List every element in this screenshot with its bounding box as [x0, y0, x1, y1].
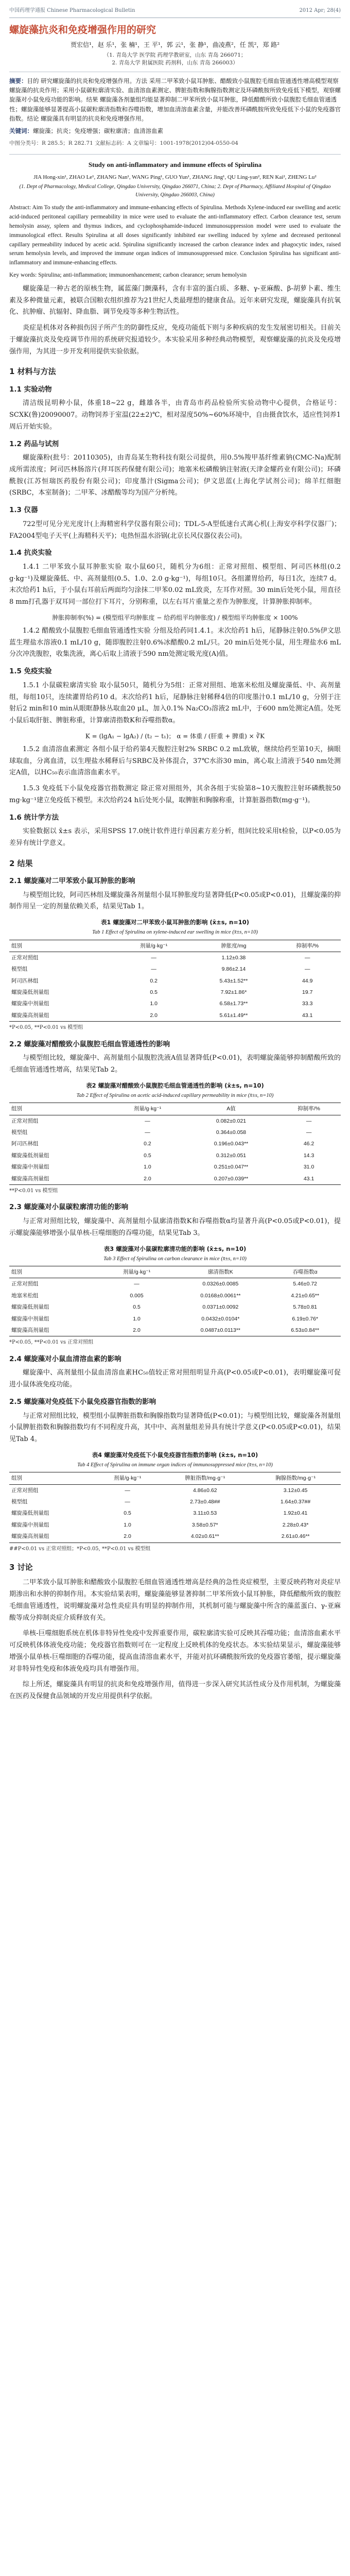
- table-cell: 2.0: [144, 1175, 151, 1182]
- table-header-cell: A值: [226, 1106, 236, 1112]
- subsection-heading: 2.4 螺旋藻对小鼠血清溶血素的影响: [9, 1354, 121, 1363]
- subsection-heading: 2.5 螺旋藻对免疫低下小鼠免疫器官指数的影响: [9, 1397, 156, 1406]
- data-table: [9, 917, 341, 1032]
- table-cell: 模型组: [11, 1129, 28, 1136]
- table-cell: 螺旋藻高剂量组: [11, 1012, 49, 1019]
- table-cell: 0.5: [150, 989, 157, 996]
- table-row: [9, 1301, 341, 1313]
- table-grid: [9, 940, 341, 1022]
- table-cell: 螺旋藻低剂量组: [11, 1304, 49, 1311]
- body-paragraph: 1.5.3 免疫低下小鼠免疫器官指数测定 除正常对照组外，其余各组于实验第8~10天腹腔注射环磷酰胺50 mg·kg⁻¹建立免疫低下模型。末次给药24 h后处死小鼠，取脾脏和胸腺称重，计算脏器指数(mg·g⁻¹)。: [9, 785, 341, 804]
- table-cell: 6.58±1.73**: [219, 1001, 248, 1007]
- table-caption: 表1 螺旋藻对二甲苯致小鼠耳肿胀的影响 (x̄±s, n=10): [100, 919, 250, 926]
- table-header-cell: 剂量/g·kg⁻¹: [133, 1106, 162, 1112]
- table-cell: 螺旋藻中剂量组: [11, 1001, 49, 1007]
- table-cell: 3.11±0.53: [193, 1510, 217, 1517]
- subsection-heading: 1.6 统计学方法: [9, 813, 59, 822]
- keywords-cn: [9, 126, 341, 135]
- table-cell: 2.61±0.46**: [281, 1533, 310, 1540]
- table-cell: 7.92±1.86*: [220, 989, 247, 996]
- table-cell: 0.0326±0.0085: [202, 1281, 239, 1287]
- table-cell: 正常对照组: [11, 1117, 39, 1124]
- table-row: [9, 1313, 341, 1325]
- table-cell: 1.0: [144, 1164, 151, 1171]
- table-caption: 表3 螺旋藻对小鼠碳粒廓清功能的影响 (x̄±s, n=10): [103, 1245, 247, 1252]
- table-header-cell: 组别: [11, 1269, 22, 1276]
- table-cell: 螺旋藻中剂量组: [11, 1521, 49, 1528]
- table-cell: 6.53±0.84**: [291, 1327, 320, 1333]
- table-row: [9, 1496, 341, 1507]
- table-cell: —: [145, 1129, 150, 1136]
- abstract-cn: [9, 72, 341, 155]
- table-header-row: [9, 1103, 341, 1115]
- body-paragraph: 螺旋藻中、高剂量组小鼠血清溶血素HC₅₀值较正常对照组明显升高(P<0.05或P<0.01)，表明螺旋藻可促进小鼠体液免疫功能。: [9, 1369, 341, 1389]
- table-row: [9, 1127, 341, 1138]
- table-cell: 9.86±2.14: [221, 966, 246, 973]
- table-row: [9, 1325, 341, 1336]
- subsection-heading: 1.3 仪器: [9, 506, 38, 515]
- table-cell: 0.2: [144, 1141, 151, 1147]
- table-cell: 正常对照组: [11, 1487, 39, 1494]
- abstract-cn-text: [9, 76, 341, 124]
- table-cell: 4.21±0.65**: [291, 1292, 320, 1299]
- table-cell: 14.3: [303, 1152, 314, 1159]
- table-cell: 2.0: [133, 1327, 141, 1333]
- english-abstract: [9, 160, 341, 280]
- subsection-heading: 2.1 螺旋藻对二甲苯致小鼠耳肿胀的影响: [9, 876, 135, 885]
- table-cell: 6.19±0.76*: [292, 1315, 319, 1322]
- table-cell: —: [125, 1499, 130, 1505]
- discussion-paragraph: 单核-巨噬细胞系统在机体非特异性免疫中发挥重要作用，碳粒廓清实验可反映其吞噬功能；血清溶血素水平可反映机体体液免疫功能；免疫器官指数则可在一定程度上反映机体的免疫状态。本实验结果显示，螺旋藻能够增强小鼠单核-巨噬细胞的吞噬功能，提高血清溶血素水平，并能对抗环磷酰胺所致的免疫器官萎缩，提示螺旋藻对非特异性免疫和体液免疫均具有增强作用。: [9, 1630, 341, 1673]
- english-affiliation: (1. Dept of Pharmacology, Medical College, Qingdao University, Qingdao 266071, China; 2. Dept of Pharmacy, Affiliated Hospital of Qingdao University, Qingdao 266003, China): [19, 183, 331, 198]
- table-note: *P<0.05, **P<0.01 vs 正常对照组: [9, 1340, 94, 1346]
- table-header-cell: 吞噬指数α: [292, 1269, 318, 1276]
- table-cell: 19.7: [302, 989, 313, 996]
- table-cell: 阿司匹林组: [11, 977, 39, 984]
- table-caption: 表4 螺旋藻对免疫低下小鼠免疫器官指数的影响 (x̄±s, n=10): [92, 1451, 258, 1459]
- table-note: *P<0.05, **P<0.01 vs 模型组: [9, 1025, 83, 1031]
- table-cell: 正常对照组: [11, 954, 39, 961]
- table-cell: 0.0432±0.0104*: [201, 1315, 240, 1322]
- body-paragraph: 722型可见分光光度计(上海精密科学仪器有限公司)；TDL-5-A型低速台式离心机(上海安亭科学仪器厂)；FA2004型电子天平(上海精科天平)；电热恒温水浴锅(北京长风仪器仪表公司)。: [9, 520, 341, 540]
- table-cell: 0.082±0.021: [216, 1117, 247, 1124]
- table-cell: 4.86±0.62: [192, 1487, 217, 1494]
- data-table: [9, 1244, 341, 1347]
- body-paragraph: 与正常对照组比较，螺旋藻中、高剂量组小鼠廓清指数K和吞噬指数α均显著升高(P<0.05或P<0.01)，提示螺旋藻能够增强小鼠单核-巨噬细胞的吞噬功能，结果见Tab 3。: [9, 1217, 341, 1237]
- body-paragraph: 清洁级昆明种小鼠，体重18~22 g，雌雄各半，由青岛市药品检验所实验动物中心提供，合格证号：SCXK(鲁)20090007。动物饲养于室温(22±2)℃，相对湿度50%~60%环境中，自由摄食饮水，适应性饲养1周后开始实验。: [9, 399, 341, 431]
- table-cell: 0.312±0.051: [216, 1152, 247, 1159]
- body-paragraph: 1.4.1 二甲苯致小鼠耳肿胀实验 取小鼠60只，随机分为6组：正常对照组、模型组、阿司匹林组(0.2 g·kg⁻¹)及螺旋藻低、中、高剂量组(0.5、1.0、2.0 g·kg⁻¹)，每组10只。各组灌胃给药，每日1次，连续7 d。末次给药1 h后，于小鼠右耳前后两面均匀涂抹二甲苯0.02 mL致炎，左耳作对照。30 min后处死小鼠，用直径8 mm打孔器于双耳同一部位打下耳片，分别称重，以左右耳片重量之差作为肿胀度，计算肿胀抑制率。: [9, 563, 341, 606]
- table-cell: 2.73±0.48##: [190, 1499, 220, 1505]
- table-header-cell: 组别: [11, 1106, 22, 1112]
- table-header-cell: 胸腺指数/mg·g⁻¹: [275, 1475, 316, 1482]
- table-cell: 33.3: [302, 1001, 313, 1007]
- table-row: [9, 987, 341, 998]
- table-header-row: [9, 1266, 341, 1278]
- table-row: [9, 998, 341, 1009]
- table-cell: —: [151, 966, 156, 973]
- table-row: [9, 1290, 341, 1301]
- affiliations: [9, 52, 341, 67]
- subsection-heading: 1.2 药品与试剂: [9, 439, 59, 448]
- body-paragraph: 螺旋藻粉(批号：20110305)，由青岛某生物科技有限公司提供，用0.5%羧甲基纤维素钠(CMC-Na)配制成所需浓度；阿司匹林肠溶片(拜耳医药保健有限公司)；地塞米松磷酸钠注射液(天津金耀药业有限公司)；环磷酰胺(江苏恒瑞医药股份有限公司)；印度墨汁(Sigma公司)；伊文思蓝(上海化学试剂公司)；绵羊红细胞(SRBC，本室制备)；二甲苯、冰醋酸等均为国产分析纯。: [9, 454, 341, 497]
- english-abstract-text: Abstract: Aim To study the anti-inflammatory and immune-enhancing effects of Spirulina. Methods Xylene-induced ear swelling and acetic acid-induced peritoneal capillary permeability in mice were used to evaluate the anti-inflammatory effect. Carbon clearance test, serum hemolysin assay, spleen and thymus indices, and cyclophosphamide-induced immunosuppression model were used to evaluate the immunological effect. Results Spirulina at all doses significantly inhibited ear swelling induced by xylene and decreased peritoneal capillary permeability induced by acetic acid. Spirulina significantly increased the carbon clearance index and phagocytic index, raised serum hemolysin levels, and improved the immune organ indices of immunosuppressed mice. Conclusion Spirulina has significant anti-inflammatory and immune-enhancing effects.: [9, 205, 341, 266]
- table-row: [9, 1519, 341, 1531]
- table-cell: 44.9: [302, 977, 313, 984]
- table-cell: 5.43±1.52**: [219, 977, 248, 984]
- table-row: [9, 952, 341, 963]
- table-caption-en: Tab 3 Effect of Spirulina on carbon clearance in mice (x̄±s, n=10): [103, 1256, 247, 1262]
- intro-paragraph: 炎症是机体对各种损伤因子所产生的防御性反应，免疫功能低下则与多种疾病的发生发展密切相关。目前关于螺旋藻抗炎及免疫调节作用的系统研究报道较少。本实验采用多种经典动物模型，观察螺旋藻的抗炎及免疫增强作用，为其进一步开发利用提供实验依据。: [9, 324, 341, 355]
- table-cell: 31.0: [303, 1164, 314, 1171]
- table-cell: 0.207±0.039**: [214, 1175, 249, 1182]
- table-cell: 螺旋藻中剂量组: [11, 1315, 49, 1322]
- table-header-cell: 廓清指数K: [207, 1269, 233, 1276]
- table-row: [9, 963, 341, 975]
- table-cell: 3.12±0.45: [283, 1487, 308, 1494]
- discussion-paragraph: 综上所述，螺旋藻具有明显的抗炎和免疫增强作用，值得进一步深入研究其活性成分及作用机制，为螺旋藻在医药及保健食品领域的开发应用提供科学依据。: [9, 1681, 341, 1701]
- table-cell: 地塞米松组: [11, 1292, 39, 1299]
- body-paragraph: 实验数据以 x̄±s 表示，采用SPSS 17.0统计软件进行单因素方差分析，组间比较采用t检验，以P<0.05为差异有统计学意义。: [9, 827, 341, 847]
- keywords-body: 螺旋藻；抗炎；免疫增强；碳粒廓清；血清溶血素: [33, 127, 163, 135]
- table-cell: —: [151, 954, 156, 961]
- body-paragraph: 1.4.2 醋酸致小鼠腹腔毛细血管通透性实验 分组及给药同1.4.1。末次给药1 h后，尾静脉注射0.5%伊文思蓝生理盐水溶液0.1 mL/10 g，随即腹腔注射0.6%冰醋酸0.2 mL/只。20 min后处死小鼠，用生理盐水6 mL分次冲洗腹腔，收集洗液，离心后取上清液于590 nm处测定吸光度(A)值。: [9, 626, 341, 658]
- section-heading: 2 结果: [9, 858, 33, 868]
- subsection-heading: 1.5 免疫实验: [9, 667, 52, 676]
- table-cell: 5.78±0.81: [293, 1304, 318, 1311]
- table-cell: 1.12±0.38: [221, 954, 246, 961]
- table-header-cell: 抑制率/%: [297, 1106, 320, 1112]
- table-cell: 阿司匹林组: [11, 1141, 39, 1147]
- body-paragraph: 与模型组比较，螺旋藻中、高剂量组小鼠腹腔洗液A值显著降低(P<0.01)，表明螺旋藻能够抑制醋酸所致的毛细血管通透性增高，结果见Tab 2。: [9, 1054, 341, 1074]
- table-cell: 1.64±0.37##: [280, 1499, 311, 1505]
- table-cell: 43.1: [302, 1012, 313, 1019]
- table-cell: 43.1: [303, 1175, 314, 1182]
- table-cell: 螺旋藻高剂量组: [11, 1327, 49, 1333]
- table-row: [9, 1531, 341, 1543]
- table-cell: 1.0: [124, 1521, 131, 1528]
- table-header-cell: 组别: [11, 942, 22, 949]
- table-cell: —: [145, 1117, 150, 1124]
- table-cell: 0.5: [133, 1304, 141, 1311]
- table-header-cell: 组别: [11, 1475, 22, 1482]
- table-cell: 2.0: [124, 1533, 131, 1540]
- table-cell: 正常对照组: [11, 1281, 39, 1287]
- paper-title: 螺旋藻抗炎和免疫增强作用的研究: [9, 24, 156, 36]
- table-cell: 5.61±1.49**: [219, 1012, 248, 1019]
- section-heading: 3 讨论: [9, 1563, 33, 1572]
- table-cell: 螺旋藻低剂量组: [11, 989, 49, 996]
- table-cell: 0.2: [150, 977, 157, 984]
- table-cell: 0.5: [144, 1152, 151, 1159]
- table-row: [9, 1138, 341, 1149]
- body-paragraph: 1.5.1 小鼠碳粒廓清实验 取小鼠50只，随机分为5组：正常对照组、地塞米松组及螺旋藻低、中、高剂量组，每组10只，连续灌胃给药10 d。末次给药1 h后，尾静脉注射稀释4倍的印度墨汁0.1 mL/10 g，分别于注射后2 min和10 min从眼眶静脉丛取血20 μL，加入0.1% Na₂CO₃溶液2 mL中，于600 nm处测定A值。处死小鼠后取肝脏、脾脏称重，计算廓清指数K和吞噬指数α。: [9, 681, 341, 725]
- table-cell: —: [306, 1117, 312, 1124]
- body-text: [9, 283, 341, 1703]
- intro-paragraph: 螺旋藻是一种古老的原核生物，属蓝藻门颤藻科，含有丰富的蛋白质、多糖、γ-亚麻酸、β-胡萝卜素、维生素及多种微量元素，被联合国粮农组织推荐为21世纪人类最理想的健康食品。近年来研究发现，螺旋藻具有抗氧化、抗肿瘤、抗辐射、降血脂、调节免疫等多种生物活性。: [9, 284, 341, 316]
- table-cell: 2.28±0.43*: [282, 1521, 309, 1528]
- table-header-cell: 剂量/g·kg⁻¹: [113, 1475, 142, 1482]
- table-caption-en: Tab 4 Effect of Spirulina on immune organ indices of immunosuppressed mice (x̄±s, n=10): [77, 1462, 273, 1468]
- table-cell: 2.0: [150, 1012, 157, 1019]
- english-authors: JIA Hong-xin¹, ZHAO Le¹, ZHANG Nan¹, WANG Ping¹, GUO Yun¹, ZHANG Jing¹, QU Ling-yan², REN Kai², ZHENG Lu²: [33, 174, 317, 180]
- table-cell: 5.46±0.72: [293, 1281, 318, 1287]
- abstract-label: 摘要：: [9, 77, 27, 84]
- table-cell: —: [305, 966, 310, 973]
- table-header-row: [9, 1472, 341, 1484]
- table-header-cell: 脾脏指数/mg·g⁻¹: [185, 1475, 225, 1482]
- table-cell: 螺旋藻高剂量组: [11, 1175, 49, 1182]
- english-title: Study on anti-inflammatory and immune effects of Spirulina: [88, 160, 262, 168]
- table-cell: 0.196±0.043**: [214, 1141, 249, 1147]
- body-paragraph: 1.5.2 血清溶血素测定 各组小鼠于给药第4天腹腔注射2% SRBC 0.2 mL致敏，继续给药至第10天，摘眼球取血，分离血清，以生理盐水稀释后与SRBC及补体混合，37℃水浴30 min，离心取上清液于540 nm处测定A值，以HC₅₀表示血清溶血素水平。: [9, 745, 341, 777]
- table-row: [9, 1484, 341, 1496]
- equation: 肿胀抑制率(%) = (模型组平均肿胀度 − 给药组平均肿胀度) / 模型组平均肿胀度 × 100%: [52, 614, 298, 621]
- subsection-heading: 1.4 抗炎实验: [9, 549, 52, 557]
- table-cell: 1.92±0.41: [283, 1510, 308, 1517]
- table-cell: 螺旋藻低剂量组: [11, 1510, 49, 1517]
- table-cell: 螺旋藻低剂量组: [11, 1152, 49, 1159]
- running-header: [9, 6, 341, 15]
- data-table: [9, 1450, 341, 1553]
- table-cell: 0.0487±0.0113**: [200, 1327, 241, 1333]
- table-cell: 模型组: [11, 1499, 28, 1505]
- abstract-body: 目的 研究螺旋藻的抗炎和免疫增强作用。方法 采用二甲苯致小鼠耳肿胀、醋酸致小鼠腹腔毛细血管通透性增高模型观察螺旋藻的抗炎作用；采用小鼠碳粒廓清实验、血清溶血素测定、脾脏指数和胸腺指数测定及环磷酰胺所致免疫低下模型，观察螺旋藻对小鼠免疫功能的影响。结果 螺旋藻各剂量组均能显著抑制二甲苯所致小鼠耳肿胀，降低醋酸所致小鼠腹腔毛细血管通透性；螺旋藻能够显著提高小鼠碳粒廓清指数和吞噬指数，增加血清溶血素含量，并能改善环磷酰胺所致免疫低下小鼠的免疫器官指数。结论 螺旋藻具有明显的抗炎和免疫增强作用。: [9, 77, 341, 123]
- table-cell: 4.02±0.61**: [190, 1533, 219, 1540]
- table-row: [9, 975, 341, 987]
- discussion-paragraph: 二甲苯致小鼠耳肿胀和醋酸致小鼠腹腔毛细血管通透性增高是经典的急性炎症模型，主要反映药物对炎症早期渗出和水肿的抑制作用。本实验结果表明，螺旋藻能够显著抑制二甲苯所致小鼠耳肿胀，降低醋酸所致的腹腔毛细血管通透性，说明螺旋藻对急性炎症具有明显的抑制作用，其机制可能与螺旋藻中所含的藻蓝蛋白、γ-亚麻酸等成分抑制炎症介质释放有关。: [9, 1579, 341, 1622]
- subsection-heading: 2.2 螺旋藻对醋酸致小鼠腹腔毛细血管通透性的影响: [9, 1040, 170, 1048]
- table-cell: —: [305, 954, 310, 961]
- table-grid: [9, 1266, 341, 1336]
- journal-name: 中国药理学通报 Chinese Pharmacological Bulletin: [9, 8, 135, 13]
- table-caption-en: Tab 2 Effect of Spirulina on acetic acid-induced capillary permeability in mice (x̄±s, n=10): [76, 1092, 274, 1098]
- table-cell: 螺旋藻中剂量组: [11, 1164, 49, 1171]
- table-cell: 3.58±0.57*: [191, 1521, 218, 1528]
- section-heading: 1 材料与方法: [9, 367, 56, 377]
- table-note: ##P<0.01 vs 正常对照组；*P<0.05, **P<0.01 vs 模型组: [9, 1546, 151, 1552]
- classification-line: 中图分类号：R 285.5；R 282.71 文献标志码：A 文章编号：1001-1978(2012)04-0550-04: [9, 140, 238, 146]
- table-cell: 0.364±0.058: [216, 1129, 247, 1136]
- table-cell: 1.0: [133, 1315, 141, 1322]
- table-cell: 模型组: [11, 966, 28, 973]
- subsection-heading: 1.1 实验动物: [9, 385, 52, 394]
- table-cell: 螺旋藻高剂量组: [11, 1533, 49, 1540]
- table-cell: 46.2: [303, 1141, 314, 1147]
- table-cell: —: [134, 1281, 139, 1287]
- table-grid: [9, 1103, 341, 1185]
- table-cell: —: [125, 1487, 130, 1494]
- english-keywords: Key words: Spirulina; anti-inflammation; immunoenhancement; carbon clearance; serum hemolysin: [9, 272, 247, 279]
- affiliation-line: （1. 青岛大学 医学院 药理学教研室，山东 青岛 266071；: [103, 52, 247, 59]
- table-header-row: [9, 940, 341, 952]
- table-cell: 1.0: [150, 1001, 157, 1007]
- table-cell: 0.005: [130, 1292, 144, 1299]
- equation: K = (lgA₁ − lgA₂) / (t₂ − t₁)； α = 体重 / (肝重 + 脾重) × ∛K: [85, 732, 265, 740]
- table-row: [9, 1507, 341, 1519]
- table-row: [9, 1278, 341, 1290]
- table-note: **P<0.01 vs 模型组: [9, 1188, 58, 1194]
- affiliation-line: 2. 青岛大学 附属医院 药剂科，山东 青岛 266003）: [112, 60, 238, 66]
- table-cell: —: [306, 1129, 312, 1136]
- table-row: [9, 1010, 341, 1022]
- table-cell: 0.0168±0.0061**: [200, 1292, 241, 1299]
- table-cell: 0.5: [124, 1510, 131, 1517]
- body-paragraph: 与模型组比较，阿司匹林组及螺旋藻各剂量组小鼠耳肿胀度均显著降低(P<0.05或P<0.01)，且螺旋藻的抑制作用呈一定的剂量依赖关系，结果见Tab 1。: [9, 891, 341, 911]
- table-grid: [9, 1472, 341, 1543]
- table-caption: 表2 螺旋藻对醋酸致小鼠腹腔毛细血管通透性的影响 (x̄±s, n=10): [86, 1081, 264, 1089]
- data-table: [9, 1080, 341, 1196]
- body-paragraph: 与正常对照组比较，模型组小鼠脾脏指数和胸腺指数均显著降低(P<0.01)；与模型组比较，螺旋藻各剂量组小鼠脾脏指数和胸腺指数均有不同程度升高，其中中、高剂量组差异具有统计学意义(P<0.05或P<0.01)，结果见Tab 4。: [9, 1412, 341, 1444]
- table-header-cell: 剂量/g·kg⁻¹: [122, 1269, 151, 1276]
- subsection-heading: 2.3 螺旋藻对小鼠碳粒廓清功能的影响: [9, 1203, 129, 1212]
- table-row: [9, 1150, 341, 1161]
- table-cell: 0.251±0.047**: [214, 1164, 249, 1171]
- table-caption-en: Tab 1 Effect of Spirulina on xylene-induced ear swelling in mice (x̄±s, n=10): [92, 929, 258, 936]
- table-cell: 0.0371±0.0092: [202, 1304, 239, 1311]
- keywords-label: 关键词：: [9, 127, 33, 135]
- table-row: [9, 1161, 341, 1173]
- table-header-cell: 剂量/g·kg⁻¹: [139, 942, 168, 949]
- issue-info: 2012 Apr; 28(4): [299, 8, 341, 13]
- table-row: [9, 1115, 341, 1127]
- author-list: 贾宏信¹，赵 乐¹，张 楠¹，王 平¹，郭 云¹，张 静¹，曲凌燕²，任 凯²，郑 路²: [71, 41, 279, 49]
- table-header-cell: 抑制率/%: [296, 942, 319, 949]
- table-header-cell: 肿胀度/mg: [221, 942, 247, 949]
- table-row: [9, 1173, 341, 1185]
